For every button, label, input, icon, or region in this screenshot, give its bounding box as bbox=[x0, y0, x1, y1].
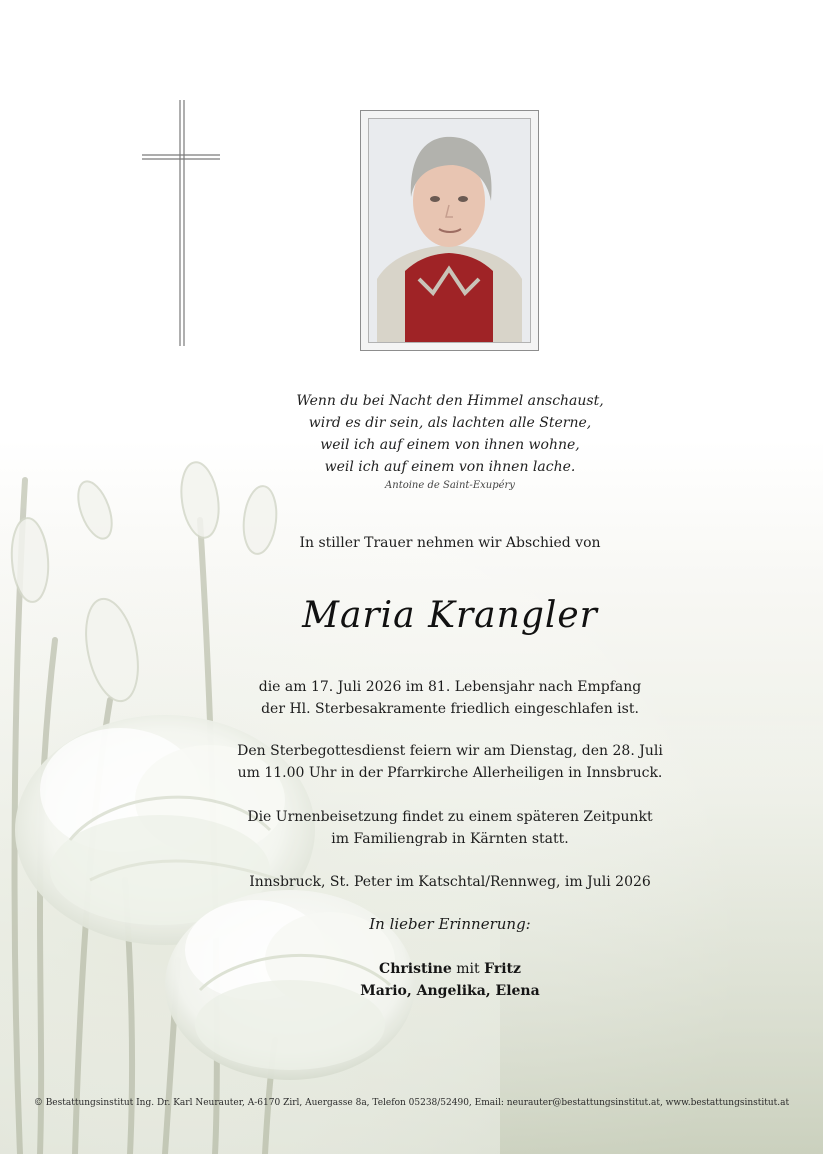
quote-line: Wenn du bei Nacht den Himmel anschaust, bbox=[296, 393, 604, 409]
family-member-name: Fritz bbox=[484, 961, 521, 977]
place-date: Innsbruck, St. Peter im Katschtal/Rennweg, im Juli 2026 bbox=[249, 874, 651, 890]
family-line-2: Mario, Angelika, Elena bbox=[360, 983, 540, 999]
cross-icon bbox=[140, 98, 224, 350]
family-connector: mit bbox=[456, 961, 480, 977]
urn-line: Die Urnenbeisetzung findet zu einem späteren Zeitpunkt bbox=[247, 809, 653, 825]
portrait-illustration bbox=[369, 119, 530, 342]
portrait-photo bbox=[368, 118, 531, 343]
deceased-name: Maria Krangler bbox=[302, 595, 598, 636]
death-line: der Hl. Sterbesakramente friedlich eingeschlafen ist. bbox=[261, 701, 639, 717]
death-notice bbox=[180, 676, 720, 720]
service-line: um 11.00 Uhr in der Pfarrkirche Allerheiligen in Innsbruck. bbox=[237, 765, 663, 781]
intro-text: In stiller Trauer nehmen wir Abschied von bbox=[299, 535, 601, 551]
quote-line: weil ich auf einem von ihnen lache. bbox=[324, 459, 576, 475]
quote-line: wird es dir sein, als lachten alle Sterne, bbox=[308, 415, 592, 431]
family-line-1 bbox=[180, 958, 720, 980]
death-line: die am 17. Juli 2026 im 81. Lebensjahr nach Empfang bbox=[258, 679, 642, 695]
urn-line: im Familiengrab in Kärnten statt. bbox=[331, 831, 569, 847]
remembrance-heading: In lieber Erinnerung: bbox=[369, 915, 531, 933]
quote-line: weil ich auf einem von ihnen wohne, bbox=[320, 437, 580, 453]
family-member-name: Christine bbox=[379, 961, 452, 977]
funeral-home-footer: © Bestattungsinstitut Ing. Dr. Karl Neurauter, A-6170 Zirl, Auergasse 8a, Telefon 05238/52490, Email: neurauter@bestattungsinstitut.at, www.bestattungsinstitut.at bbox=[33, 1098, 790, 1108]
urn-burial-info bbox=[180, 806, 720, 850]
funeral-service-info bbox=[180, 740, 720, 784]
quote-author: Antoine de Saint-Exupéry bbox=[385, 480, 515, 491]
service-line: Den Sterbegottesdienst feiern wir am Dienstag, den 28. Juli bbox=[237, 743, 663, 759]
family-names bbox=[180, 958, 720, 1002]
portrait-frame bbox=[360, 110, 539, 351]
quote-block bbox=[180, 390, 720, 493]
